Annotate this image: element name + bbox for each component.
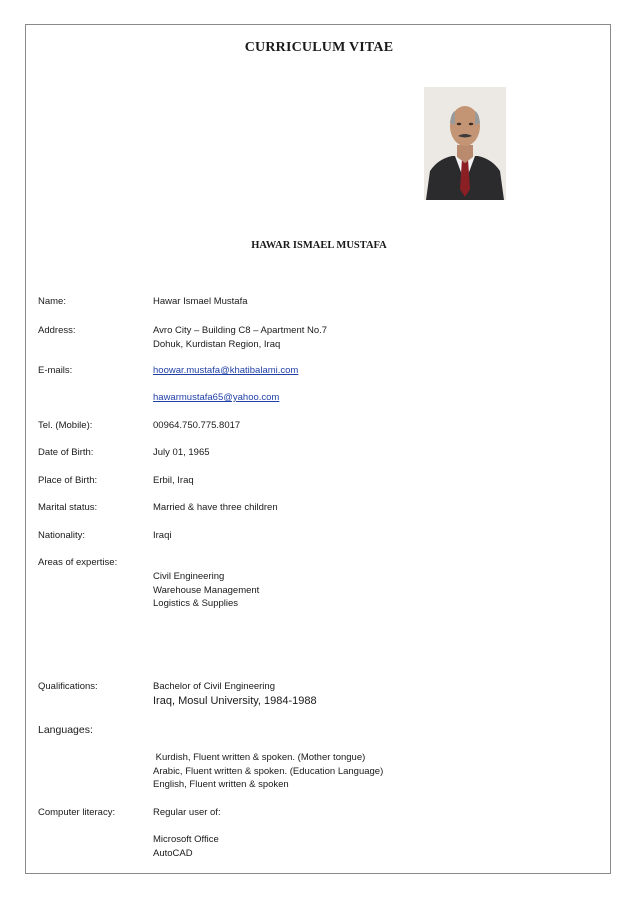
email-link-1[interactable]: hoowar.mustafa@khatibalami.com xyxy=(153,365,299,376)
language-item: English, Fluent written & spoken xyxy=(153,779,289,790)
pob-value: Erbil, Iraq xyxy=(153,475,194,486)
computer-literacy-intro: Regular user of: xyxy=(153,807,221,818)
nationality-value: Iraqi xyxy=(153,530,172,541)
qualifications-label: Qualifications: xyxy=(38,681,98,692)
address-label: Address: xyxy=(38,325,76,336)
person-name-heading: HAWAR ISMAEL MUSTAFA xyxy=(251,240,387,251)
expertise-label: Areas of expertise: xyxy=(38,557,118,568)
expertise-item: Logistics & Supplies xyxy=(153,598,239,609)
emails-label: E-mails: xyxy=(38,365,73,376)
name-label: Name: xyxy=(38,296,66,307)
qualification-line-1: Bachelor of Civil Engineering xyxy=(153,681,275,692)
computer-literacy-label: Computer literacy: xyxy=(38,807,116,818)
marital-label: Marital status: xyxy=(38,502,98,513)
dob-label: Date of Birth: xyxy=(38,447,94,458)
marital-value: Married & have three children xyxy=(153,502,278,513)
name-value: Hawar Ismael Mustafa xyxy=(153,296,248,307)
document-title: CURRICULUM VITAE xyxy=(244,40,394,55)
software-item: Microsoft Office xyxy=(153,834,219,845)
email-link-2[interactable]: hawarmustafa65@yahoo.com xyxy=(153,392,280,403)
nationality-label: Nationality: xyxy=(38,530,85,541)
dob-value: July 01, 1965 xyxy=(153,447,210,458)
tel-label: Tel. (Mobile): xyxy=(38,420,93,431)
language-item: Kurdish, Fluent written & spoken. (Mother tongue) xyxy=(153,752,366,763)
qualification-line-2: Iraq, Mosul University, 1984-1988 xyxy=(153,695,317,707)
page-border xyxy=(25,24,611,874)
software-item: AutoCAD xyxy=(153,848,193,859)
expertise-item: Civil Engineering xyxy=(153,571,225,582)
address-line-1: Avro City – Building C8 – Apartment No.7 xyxy=(153,325,328,336)
languages-label: Languages: xyxy=(38,724,93,736)
portrait-photo xyxy=(424,87,506,200)
expertise-item: Warehouse Management xyxy=(153,585,260,596)
tel-value: 00964.750.775.8017 xyxy=(153,420,241,431)
pob-label: Place of Birth: xyxy=(38,475,98,486)
language-item: Arabic, Fluent written & spoken. (Education Language) xyxy=(153,766,384,777)
address-line-2: Dohuk, Kurdistan Region, Iraq xyxy=(153,339,281,350)
